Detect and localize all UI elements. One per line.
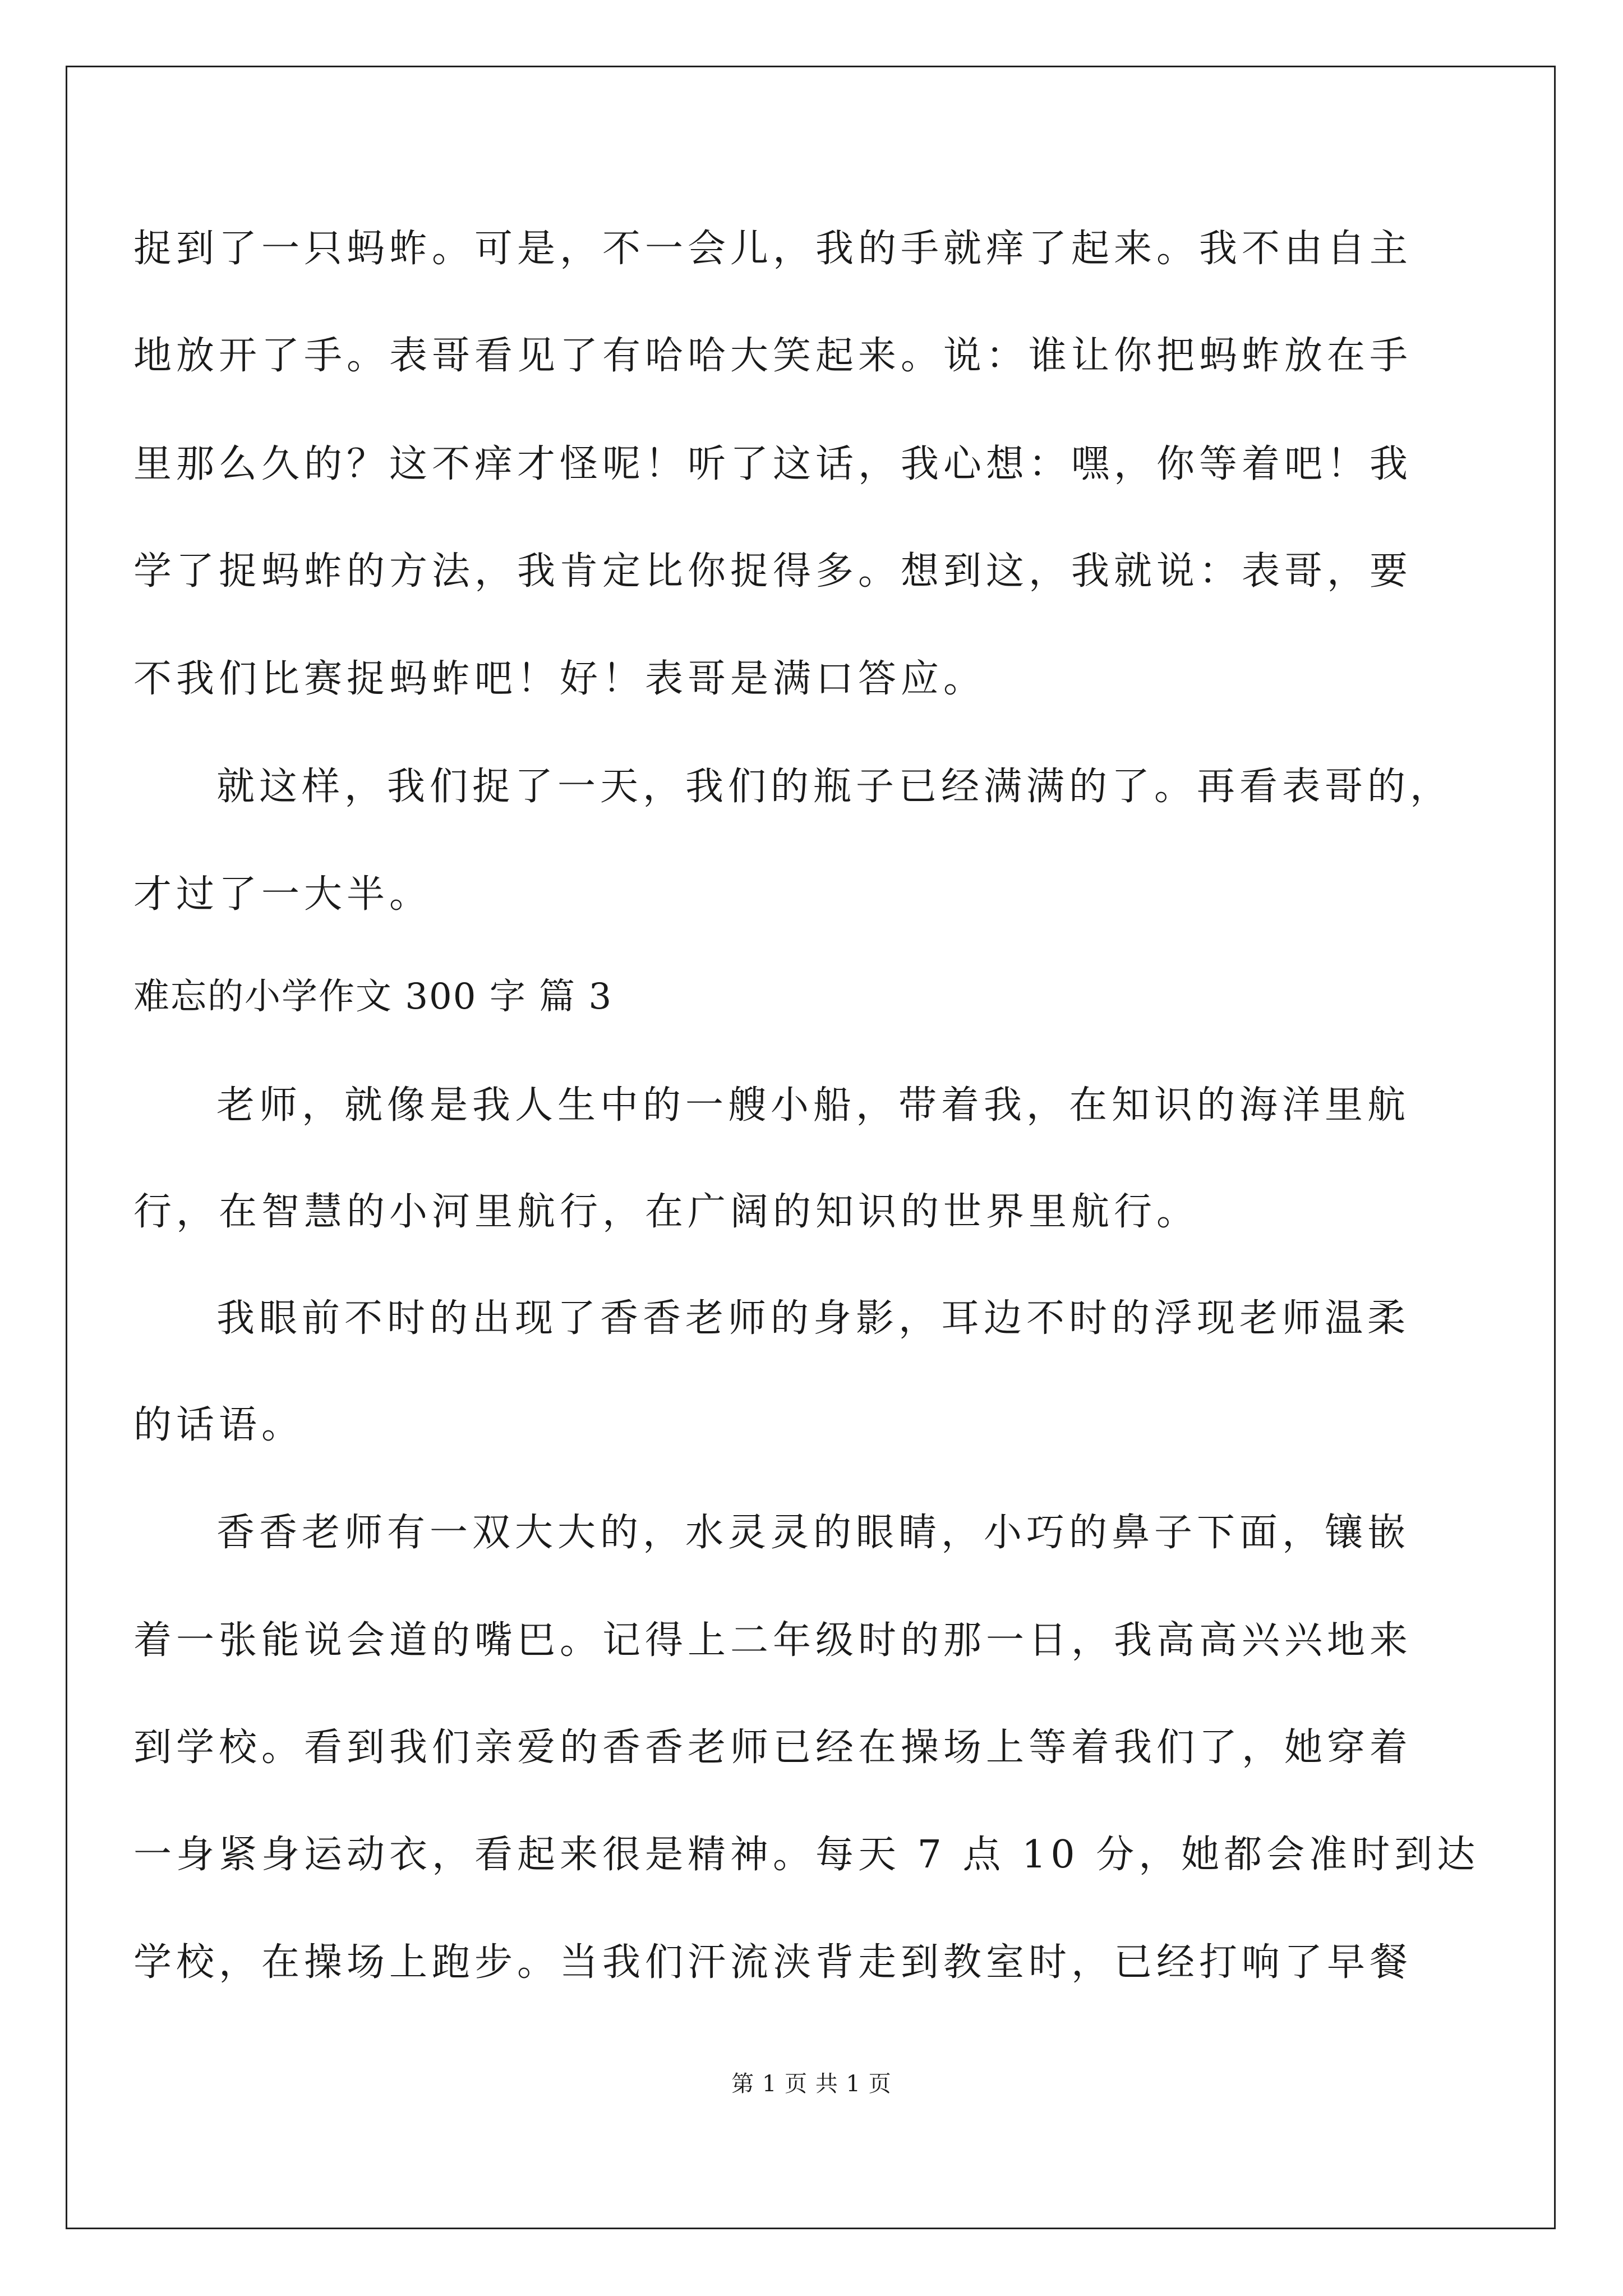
- text-line: 一身紧身运动衣，看起来很是精神。每天 7 点 10 分，她都会准时到达: [133, 1833, 1480, 1877]
- page-border: [66, 66, 1556, 2229]
- text-line: 香香老师有一双大大的，水灵灵的眼睛，小巧的鼻子下面，镶嵌: [216, 1511, 1410, 1555]
- text-line: 的话语。: [133, 1403, 305, 1447]
- text-line: 着一张能说会道的嘴巴。记得上二年级时的那一日，我高高兴兴地来: [133, 1618, 1413, 1663]
- text-line: 学了捉蚂蚱的方法，我肯定比你捉得多。想到这，我就说：表哥，要: [133, 549, 1413, 593]
- text-line: 就这样，我们捉了一天，我们的瓶子已经满满的了。再看表哥的，: [216, 765, 1453, 809]
- text-line: 捉到了一只蚂蚱。可是，不一会儿，我的手就痒了起来。我不由自主: [133, 227, 1413, 271]
- text-line: 学校，在操场上跑步。当我们汗流浃背走到教室时，已经打响了早餐: [133, 1940, 1413, 1985]
- text-line: 地放开了手。表哥看见了有哈哈大笑起来。说：谁让你把蚂蚱放在手: [133, 334, 1413, 378]
- page-footer: 第 1 页 共 1 页: [731, 2071, 892, 2097]
- text-line: 我眼前不时的出现了香香老师的身影，耳边不时的浮现老师温柔: [216, 1296, 1410, 1341]
- text-line: 不我们比赛捉蚂蚱吧！好！表哥是满口答应。: [133, 657, 986, 701]
- text-line: 里那么久的？这不痒才怪呢！听了这话，我心想：嘿，你等着吧！我: [133, 442, 1413, 486]
- section-heading: 难忘的小学作文 300 字 篇 3: [133, 976, 613, 1018]
- text-line: 老师，就像是我人生中的一艘小船，带着我，在知识的海洋里航: [216, 1083, 1410, 1128]
- text-line: 行，在智慧的小河里航行，在广阔的知识的世界里航行。: [133, 1190, 1200, 1234]
- text-line: 到学校。看到我们亲爱的香香老师已经在操场上等着我们了，她穿着: [133, 1726, 1413, 1770]
- text-line: 才过了一大半。: [133, 872, 432, 917]
